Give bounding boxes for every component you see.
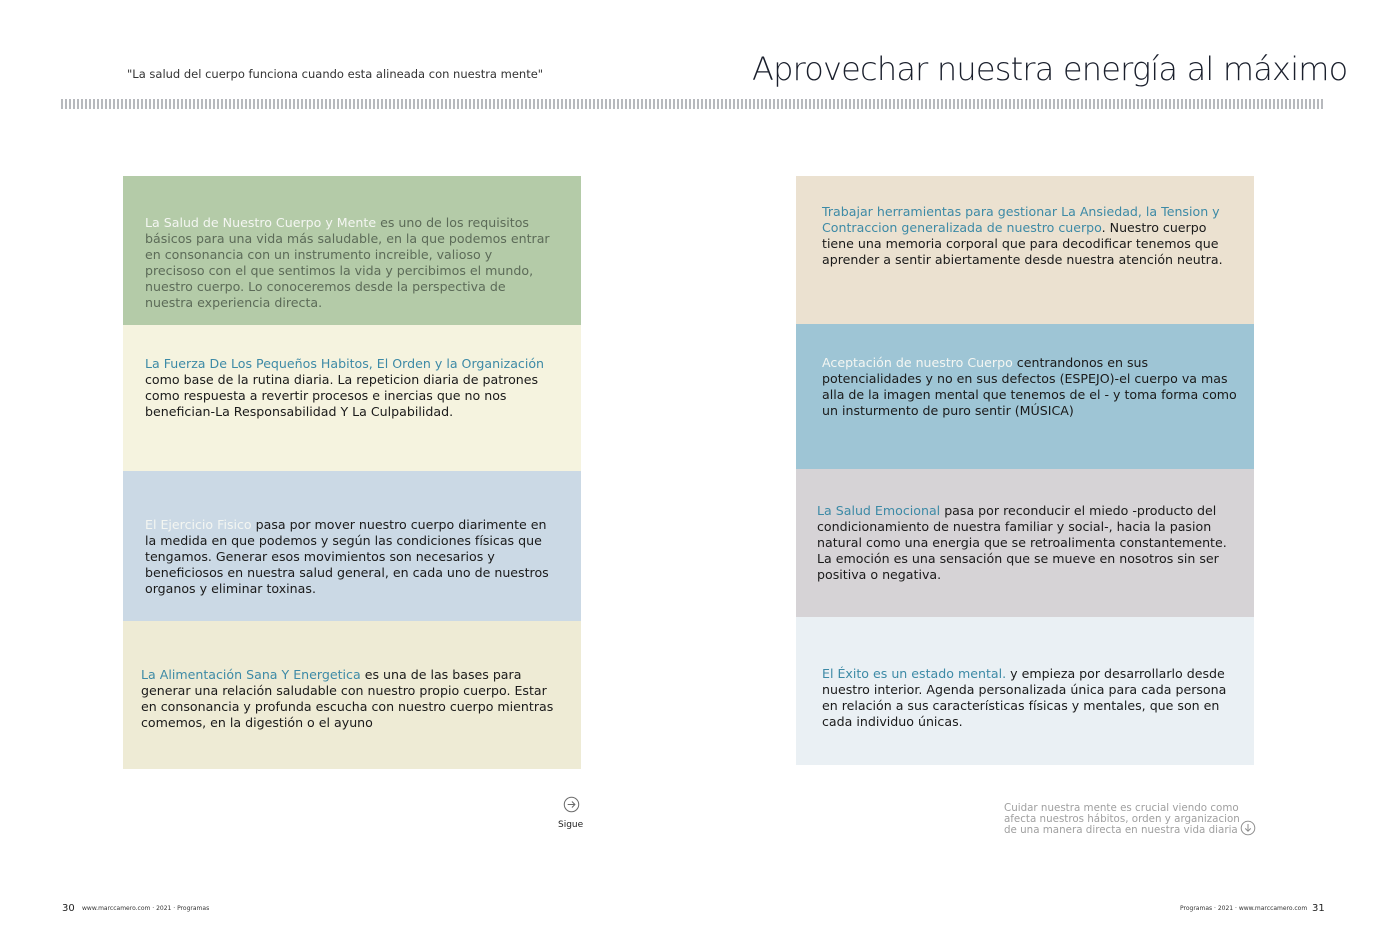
card-highlight: El Éxito es un estado mental. [822, 666, 1007, 681]
next-page-link[interactable]: Sigue [558, 820, 584, 830]
card-body: como base de la rutina diaria. La repeticion diaria de patrones como respuesta a revertir procesos e inercias que no nos benefician-La Responsabilidad Y La Culpabilidad. [145, 372, 539, 419]
page-number-right: 31 [1312, 903, 1325, 914]
card-pequenos-habitos [123, 325, 581, 471]
arrow-down-circle-icon[interactable] [1240, 820, 1256, 836]
card-body: . Nuestro cuerpo tiene una memoria corporal que para decodificar tenemos que aprender a sentir abiertamente desde nuestra atención neutra. [822, 220, 1223, 267]
footer-right-text: Programas · 2021 · www.marccamero.com [1180, 905, 1308, 912]
card-highlight: Aceptación de nuestro Cuerpo [822, 355, 1013, 370]
card-body: es una de las bases para generar una relación saludable con nuestro propio cuerpo. Estar en consonancia y profunda escucha con nuestro cuerpo mientras comemos, en la digestión o el ayuno [141, 667, 554, 730]
header-quote: "La salud del cuerpo funciona cuando esta alineada con nuestra mente" [127, 67, 544, 81]
card-text [817, 503, 1232, 583]
card-body: es uno de los requisitos básicos para una vida más saludable, en la que podemos entrar en consonancia con un instrumento increible, valioso y precisoso con el que sentimos la vida y percibimos el mundo, nuestro cuerpo. Lo conoceremos desde la perspectiva de nuestra experiencia directa. [145, 215, 550, 310]
card-highlight: La Fuerza De Los Pequeños Habitos, El Orden y la Organización [145, 356, 545, 371]
page-title: Aprovechar nuestra energía al máximo [752, 50, 1348, 88]
card-salud-cuerpo-mente [123, 176, 581, 325]
card-body: pasa por reconducir el miedo -producto del condicionamiento de nuestra familiar y social-, hacia la pasion natural como una energia que se retroalimenta constantemente. La emoción es una sensación que se mueve en nosotros sin ser positiva o negativa. [817, 503, 1227, 582]
footer-left-text: www.marccamero.com · 2021 · Programas [82, 905, 210, 912]
page-number-left: 30 [62, 903, 75, 914]
card-text [822, 666, 1238, 730]
card-ejercicio-fisico [123, 471, 581, 621]
card-text [822, 355, 1238, 419]
card-body: centrandonos en sus potencialidades y no en sus defectos (ESPEJO)-el cuerpo va mas alla de la imagen mental que tenemos de el - y toma forma como un insturmento de puro sentir (MÚSICA) [822, 355, 1237, 418]
footnote-text: Cuidar nuestra mente es crucial viendo como afecta nuestros hábitos, orden y arganizacion de una manera directa en nuestra vida diaria [1004, 802, 1240, 836]
card-alimentacion [123, 621, 581, 769]
card-highlight: La Salud Emocional [817, 503, 941, 518]
card-exito [796, 617, 1254, 765]
card-salud-emocional [796, 469, 1254, 617]
card-text [145, 215, 555, 311]
left-card-column [123, 176, 581, 769]
card-text [141, 667, 555, 731]
card-aceptacion-cuerpo [796, 324, 1254, 469]
card-highlight: La Alimentación Sana Y Energetica [141, 667, 361, 682]
right-card-column [796, 176, 1254, 765]
card-highlight: Trabajar herramientas para gestionar La Ansiedad, la Tension y Contraccion generalizada de nuestro cuerpo [822, 204, 1220, 235]
card-highlight: La Salud de Nuestro Cuerpo y Mente [145, 215, 377, 230]
card-ansiedad-tension [796, 176, 1254, 324]
card-body: y empieza por desarrollarlo desde nuestro interior. Agenda personalizada única para cada persona en relación a sus características físicas y mentales, que son en cada individuo únicas. [822, 666, 1227, 729]
card-text [145, 356, 555, 420]
card-body: pasa por mover nuestro cuerpo diarimente en la medida en que podemos y según las condiciones físicas que tengamos. Generar esos movimientos son necesarios y beneficiosos en nuestra salud general, en cada uno de nuestros organos y eliminar toxinas. [145, 517, 549, 596]
card-text [145, 517, 559, 597]
dotted-rule-divider [61, 99, 1325, 109]
arrow-right-circle-icon[interactable] [563, 796, 580, 813]
card-text [822, 204, 1238, 268]
card-highlight: El Ejercicio Fisico [145, 517, 252, 532]
